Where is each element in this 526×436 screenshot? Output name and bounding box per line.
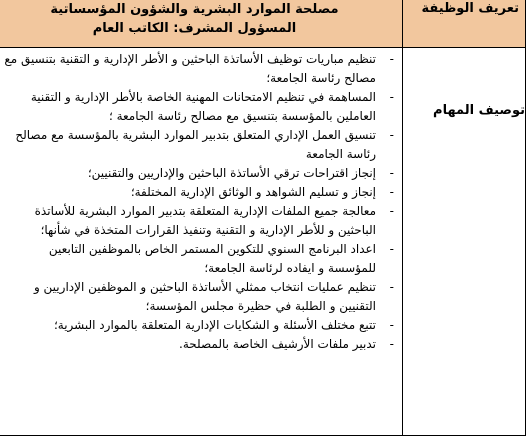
department-title: مصلحة الموارد البشرية والشؤون المؤسساتية: [50, 2, 339, 17]
list-item: [0, 335, 396, 354]
bullet-dash: -: [389, 318, 394, 332]
task-text: معالجة جميع الملفات الإدارية المتعلقة بتدبير الموارد البشرية للأساتذة الباحثين و للأطر الإدارية و التقنية وتنفيذ القرارات المتخذة في شأنها؛: [34, 204, 376, 237]
task-text: تدبير ملفات الأرشيف الخاصة بالمصلحة.: [179, 337, 376, 351]
list-item: [0, 183, 396, 202]
task-text: المساهمة في تنظيم الامتحانات المهنية الخاصة بالأطر الإدارية و التقنية العاملين بالمؤسسة بتنسيق مع مصالح رئاسة الجامعة ؛: [30, 90, 376, 123]
definition-header-label: تعريف الوظيفة: [421, 1, 519, 16]
supervisor-title: المسؤول المشرف: الكاتب العام: [92, 21, 297, 36]
tasks-list: [0, 48, 402, 354]
bullet-dash: -: [389, 280, 394, 294]
list-item: [0, 278, 396, 316]
list-item: [0, 50, 396, 88]
bullet-dash: -: [389, 242, 394, 256]
bullet-dash: -: [389, 185, 394, 199]
list-item: [0, 202, 396, 240]
tasks-label: توصيف المهام: [433, 103, 525, 118]
department-header-cell: [0, 0, 403, 48]
list-item: [0, 88, 396, 126]
task-text: إنجاز و تسليم الشواهد و الوثائق الإدارية المختلفة؛: [130, 185, 376, 199]
bullet-dash: -: [389, 166, 394, 180]
header-row: [0, 0, 526, 48]
bullet-dash: -: [389, 337, 394, 351]
bullet-dash: -: [389, 52, 394, 66]
bullet-dash: -: [389, 90, 394, 104]
list-item: [0, 316, 396, 335]
task-text: اعداد البرنامج السنوي للتكوين المستمر الخاص بالموظفين التابعين للمؤسسة و ايفاده لرئاسة الجامعة؛: [48, 242, 376, 275]
definition-header-cell: [403, 0, 526, 48]
tasks-label-cell: [403, 48, 526, 436]
task-text: تنسيق العمل الإداري المتعلق بتدبير الموارد البشرية بالمؤسسة مع مصالح رئاسة الجامعة: [15, 128, 376, 161]
list-item: [0, 126, 396, 164]
tasks-content-cell: [0, 48, 403, 436]
tasks-row: [0, 48, 526, 436]
bullet-dash: -: [389, 128, 394, 142]
task-text: تتبع مختلف الأسئلة و الشكايات الإدارية المتعلقة بالموارد البشرية؛: [53, 318, 376, 332]
bullet-dash: -: [389, 204, 394, 218]
task-text: إنجاز اقتراحات ترقي الأساتذة الباحثين والإداريين والتقنيين؛: [87, 166, 376, 180]
task-text: تنظيم مباريات توظيف الأساتذة الباحثين و الأطر الإدارية و التقنية بتنسيق مع مصالح رئاسة الجامعة؛: [4, 52, 376, 85]
list-item: [0, 164, 396, 183]
list-item: [0, 240, 396, 278]
task-text: تنظيم عمليات انتخاب ممثلي الأساتذة الباحثين و الموظفين الإداريين و التقنيين و الطلبة في حظيرة مجلس المؤسسة؛: [33, 280, 376, 313]
